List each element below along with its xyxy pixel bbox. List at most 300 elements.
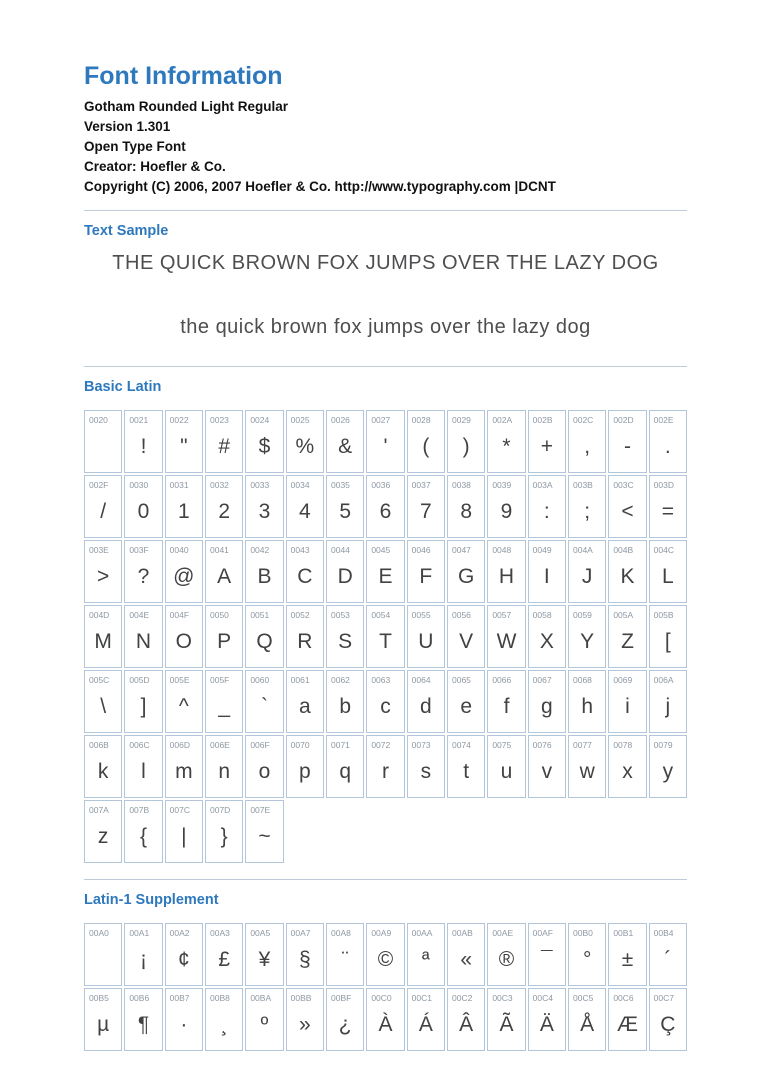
char-glyph: 1 [177, 499, 190, 523]
char-glyph: v [541, 759, 553, 783]
char-code-label: 0028 [411, 415, 431, 425]
font-metadata [84, 97, 687, 197]
char-cell-0057 [487, 605, 525, 668]
char-glyph: Ç [660, 1012, 676, 1036]
char-cell-00A2 [165, 923, 203, 986]
section-divider [84, 879, 687, 880]
char-glyph: @ [173, 564, 195, 588]
char-cell-0077 [568, 735, 606, 798]
char-code-label: 0074 [451, 740, 471, 750]
char-glyph: f [503, 694, 510, 718]
char-cell-0078 [608, 735, 646, 798]
char-code-label: 005F [209, 675, 230, 685]
latin1-supplement-heading: Latin-1 Supplement [84, 892, 219, 908]
char-cell-005A [608, 605, 646, 668]
char-code-label: 0076 [532, 740, 552, 750]
char-code-label: 00C6 [613, 993, 634, 1003]
char-cell-0020 [84, 410, 122, 473]
char-glyph: R [297, 629, 313, 653]
char-glyph: 2 [218, 499, 230, 523]
char-code-label: 005A [613, 610, 634, 620]
char-cell-00C3 [487, 988, 525, 1051]
char-cell-0060 [245, 670, 283, 733]
char-glyph: X [539, 629, 554, 653]
char-glyph: Z [621, 629, 634, 653]
char-code-label: 0054 [371, 610, 391, 620]
char-cell-0079 [649, 735, 687, 798]
char-code-label: 00A7 [290, 928, 311, 938]
char-code-label: 003B [572, 480, 593, 490]
char-code-label: 0034 [290, 480, 310, 490]
char-glyph: , [584, 434, 591, 458]
char-code-label: 0070 [290, 740, 310, 750]
char-glyph: ¨ [341, 947, 349, 971]
char-cell-0063 [366, 670, 404, 733]
char-cell-0034 [286, 475, 324, 538]
char-glyph: & [338, 434, 353, 458]
char-glyph: ` [260, 694, 268, 718]
char-cell-00AE [487, 923, 525, 986]
char-code-label: 00B8 [209, 993, 230, 1003]
char-glyph: n [218, 759, 230, 783]
char-glyph: D [337, 564, 353, 588]
char-code-label: 0077 [572, 740, 592, 750]
char-glyph: Ä [539, 1012, 554, 1036]
char-code-label: 00C5 [572, 993, 594, 1003]
char-code-label: 0025 [290, 415, 310, 425]
char-cell-0040 [165, 540, 203, 603]
char-code-label: 004A [572, 545, 593, 555]
char-code-label: 00A2 [169, 928, 190, 938]
char-glyph: q [339, 759, 351, 783]
char-cell-00B6 [124, 988, 162, 1051]
char-glyph: e [460, 694, 472, 718]
char-code-label: 0041 [209, 545, 229, 555]
char-code-label: 0072 [371, 740, 391, 750]
char-cell-00A7 [286, 923, 324, 986]
char-cell-0046 [407, 540, 445, 603]
char-glyph: x [622, 759, 633, 783]
char-glyph: t [463, 759, 470, 783]
char-glyph: < [621, 499, 634, 523]
char-cell-0062 [326, 670, 364, 733]
char-code-label: 002C [572, 415, 594, 425]
char-glyph: ) [462, 434, 470, 458]
text-sample-heading: Text Sample [84, 223, 169, 239]
char-cell-0036 [366, 475, 404, 538]
char-code-label: 0046 [411, 545, 431, 555]
char-cell-0031 [165, 475, 203, 538]
char-code-label: 00AE [492, 928, 514, 938]
char-code-label: 0059 [572, 610, 592, 620]
char-glyph: g [540, 694, 553, 718]
char-code-label: 00AB [451, 928, 473, 938]
char-glyph: £ [218, 947, 230, 971]
char-glyph: S [338, 629, 353, 653]
char-glyph: Y [580, 629, 595, 653]
char-code-label: 0029 [451, 415, 471, 425]
char-code-label: 0066 [492, 675, 512, 685]
char-code-label: 00B7 [169, 993, 190, 1003]
font-copyright: Copyright (C) 2006, 2007 Hoefler & Co. http://www.typography.com |DCNT [84, 179, 556, 194]
char-glyph: 7 [419, 499, 432, 523]
char-glyph: k [97, 759, 109, 783]
char-glyph: { [139, 824, 147, 848]
char-glyph: A [217, 564, 232, 588]
char-glyph: Â [459, 1012, 474, 1036]
char-code-label: 002A [492, 415, 513, 425]
char-code-label: 004D [89, 610, 110, 620]
char-code-label: 0050 [209, 610, 229, 620]
char-glyph: H [498, 564, 515, 588]
char-cell-002B [528, 410, 566, 473]
char-cell-004A [568, 540, 606, 603]
char-code-label: 0021 [129, 415, 149, 425]
char-cell-0071 [326, 735, 364, 798]
char-glyph: º [260, 1012, 269, 1036]
char-glyph: + [540, 434, 553, 458]
char-cell-00BB [286, 988, 324, 1051]
char-glyph: $ [258, 434, 271, 458]
char-cell-0075 [487, 735, 525, 798]
char-cell-0028 [407, 410, 445, 473]
char-glyph: · [180, 1012, 188, 1036]
char-cell-00C2 [447, 988, 485, 1051]
char-glyph: } [220, 824, 228, 848]
char-code-label: 00C1 [411, 993, 432, 1003]
char-glyph: \ [100, 694, 107, 718]
section-divider [84, 366, 687, 367]
basic-latin-heading: Basic Latin [84, 379, 162, 395]
char-glyph: J [581, 564, 593, 588]
char-glyph: ; [584, 499, 591, 523]
font-creator: Creator: Hoefler & Co. [84, 159, 226, 174]
char-code-label: 00A3 [209, 928, 230, 938]
char-code-label: 0056 [451, 610, 471, 620]
char-glyph: ¢ [177, 947, 190, 971]
char-cell-002E [649, 410, 687, 473]
char-glyph: N [135, 629, 152, 653]
char-glyph: ¥ [258, 947, 271, 971]
char-code-label: 0023 [209, 415, 229, 425]
char-cell-0059 [568, 605, 606, 668]
sample-text-uppercase: THE QUICK BROWN FOX JUMPS OVER THE LAZY DOG [112, 252, 659, 274]
char-cell-0043 [286, 540, 324, 603]
char-cell-0041 [205, 540, 243, 603]
char-cell-004F [165, 605, 203, 668]
char-cell-003B [568, 475, 606, 538]
char-code-label: 005D [129, 675, 150, 685]
char-cell-0056 [447, 605, 485, 668]
char-cell-00B5 [84, 988, 122, 1051]
char-cell-00C0 [366, 988, 404, 1051]
char-glyph: b [339, 694, 351, 718]
char-glyph: = [661, 499, 674, 523]
char-cell-0033 [245, 475, 283, 538]
page-content [84, 0, 687, 1051]
char-code-label: 002D [613, 415, 634, 425]
char-code-label: 0071 [330, 740, 350, 750]
char-glyph: 3 [258, 499, 271, 523]
char-glyph: Q [256, 629, 273, 653]
char-cell-0076 [528, 735, 566, 798]
char-code-label: 00BF [330, 993, 352, 1003]
char-code-label: 003D [653, 480, 674, 490]
char-cell-005E [165, 670, 203, 733]
char-code-label: 00AA [411, 928, 433, 938]
char-cell-0052 [286, 605, 324, 668]
char-glyph: ? [137, 564, 150, 588]
char-code-label: 0051 [250, 610, 270, 620]
char-glyph: h [581, 694, 593, 718]
char-code-label: 0027 [371, 415, 391, 425]
char-cell-0051 [245, 605, 283, 668]
char-code-label: 00A1 [129, 928, 150, 938]
char-cell-00A0 [84, 923, 122, 986]
char-code-label: 0064 [411, 675, 431, 685]
char-cell-00B0 [568, 923, 606, 986]
char-glyph: a [298, 694, 311, 718]
char-cell-003E [84, 540, 122, 603]
char-code-label: 0058 [532, 610, 552, 620]
char-glyph: o [258, 759, 271, 783]
char-glyph: µ [97, 1012, 110, 1036]
char-code-label: 003E [89, 545, 109, 555]
char-code-label: 00C0 [371, 993, 392, 1003]
font-type: Open Type Font [84, 139, 186, 154]
char-glyph: [ [664, 629, 671, 653]
char-code-label: 0075 [492, 740, 512, 750]
char-cell-0061 [286, 670, 324, 733]
char-cell-005F [205, 670, 243, 733]
char-cell-00B4 [649, 923, 687, 986]
char-cell-0068 [568, 670, 606, 733]
char-cell-0066 [487, 670, 525, 733]
char-cell-0064 [407, 670, 445, 733]
char-cell-0065 [447, 670, 485, 733]
char-code-label: 004F [169, 610, 190, 620]
char-code-label: 005C [89, 675, 110, 685]
char-cell-0072 [366, 735, 404, 798]
char-code-label: 003F [129, 545, 149, 555]
char-cell-0030 [124, 475, 162, 538]
char-cell-0026 [326, 410, 364, 473]
char-glyph: T [379, 629, 392, 653]
char-glyph: Á [418, 1012, 433, 1036]
char-glyph: W [496, 629, 517, 653]
char-glyph: # [218, 434, 230, 458]
char-cell-0058 [528, 605, 566, 668]
char-cell-006F [245, 735, 283, 798]
char-glyph: u [500, 759, 513, 783]
char-code-label: 0020 [89, 415, 108, 425]
char-cell-00A5 [245, 923, 283, 986]
char-glyph: 6 [379, 499, 392, 523]
char-glyph: / [100, 499, 107, 523]
char-cell-0070 [286, 735, 324, 798]
char-glyph: d [419, 694, 432, 718]
char-glyph: : [543, 499, 550, 523]
char-cell-00C7 [649, 988, 687, 1051]
char-cell-00AB [447, 923, 485, 986]
char-glyph: ª [421, 947, 430, 971]
char-cell-0053 [326, 605, 364, 668]
char-code-label: 0042 [250, 545, 270, 555]
char-glyph: 4 [298, 499, 311, 523]
char-glyph: P [217, 629, 232, 653]
char-code-label: 0052 [290, 610, 310, 620]
char-code-label: 0035 [330, 480, 350, 490]
char-glyph: > [97, 564, 110, 588]
font-version: Version 1.301 [84, 119, 171, 134]
char-cell-003A [528, 475, 566, 538]
char-cell-003D [649, 475, 687, 538]
char-glyph: L [661, 564, 674, 588]
char-code-label: 007C [169, 805, 190, 815]
char-cell-0042 [245, 540, 283, 603]
char-code-label: 00A9 [371, 928, 392, 938]
char-cell-00C5 [568, 988, 606, 1051]
char-code-label: 004B [613, 545, 634, 555]
char-code-label: 0049 [532, 545, 552, 555]
char-code-label: 00BA [250, 993, 272, 1003]
char-glyph: _ [218, 694, 230, 718]
char-glyph: ° [582, 947, 592, 971]
char-cell-0054 [366, 605, 404, 668]
char-glyph: i [625, 694, 630, 718]
char-cell-0035 [326, 475, 364, 538]
char-cell-00C6 [608, 988, 646, 1051]
char-glyph: 8 [460, 499, 472, 523]
char-glyph: À [378, 1012, 393, 1036]
char-glyph: ¶ [137, 1012, 150, 1036]
char-cell-00C4 [528, 988, 566, 1051]
char-cell-0069 [608, 670, 646, 733]
char-cell-0032 [205, 475, 243, 538]
char-code-label: 00C3 [492, 993, 513, 1003]
char-glyph: p [298, 759, 311, 783]
char-cell-006A [649, 670, 687, 733]
char-code-label: 00B4 [653, 928, 674, 938]
char-code-label: 0073 [411, 740, 431, 750]
char-glyph: M [94, 629, 112, 653]
char-cell-004C [649, 540, 687, 603]
char-cell-007D [205, 800, 243, 863]
char-glyph: U [418, 629, 434, 653]
char-code-label: 0069 [613, 675, 633, 685]
char-code-label: 00AF [532, 928, 553, 938]
char-code-label: 006D [169, 740, 190, 750]
char-cell-004B [608, 540, 646, 603]
char-glyph [85, 425, 121, 472]
char-code-label: 00C2 [451, 993, 473, 1003]
char-glyph: I [543, 564, 550, 588]
char-code-label: 0043 [290, 545, 310, 555]
char-glyph [85, 938, 121, 985]
char-cell-004D [84, 605, 122, 668]
sample-text-lowercase: the quick brown fox jumps over the lazy dog [180, 316, 591, 338]
char-code-label: 005E [169, 675, 190, 685]
char-code-label: 006B [89, 740, 109, 750]
char-cell-0047 [447, 540, 485, 603]
char-code-label: 007A [89, 805, 109, 815]
char-glyph: ¿ [338, 1012, 352, 1036]
char-cell-003F [124, 540, 162, 603]
char-code-label: 0053 [330, 610, 350, 620]
char-cell-0023 [205, 410, 243, 473]
char-glyph: « [460, 947, 472, 971]
char-code-label: 006F [250, 740, 270, 750]
char-cell-0024 [245, 410, 283, 473]
basic-latin-grid [84, 410, 687, 863]
char-glyph: j [665, 694, 671, 718]
char-code-label: 007E [250, 805, 271, 815]
char-code-label: 0065 [451, 675, 471, 685]
char-cell-00BA [245, 988, 283, 1051]
char-glyph: y [662, 759, 674, 783]
char-cell-0029 [447, 410, 485, 473]
char-glyph: Ã [499, 1012, 514, 1036]
char-cell-0037 [407, 475, 445, 538]
char-code-label: 0078 [613, 740, 633, 750]
char-glyph: § [298, 947, 311, 971]
char-cell-00A1 [124, 923, 162, 986]
char-cell-00B7 [165, 988, 203, 1051]
char-code-label: 0031 [169, 480, 189, 490]
char-glyph: l [141, 759, 146, 783]
char-cell-00AF [528, 923, 566, 986]
char-code-label: 00B1 [613, 928, 634, 938]
char-glyph: % [295, 434, 315, 458]
char-code-label: 004E [129, 610, 150, 620]
char-glyph: 0 [137, 499, 150, 523]
char-glyph: " [180, 434, 188, 458]
char-code-label: 0068 [572, 675, 592, 685]
char-code-label: 006E [209, 740, 230, 750]
char-glyph: s [420, 759, 432, 783]
char-code-label: 0055 [411, 610, 431, 620]
char-code-label: 0045 [371, 545, 391, 555]
section-divider [84, 210, 687, 211]
char-cell-0022 [165, 410, 203, 473]
char-cell-0055 [407, 605, 445, 668]
char-cell-00AA [407, 923, 445, 986]
char-glyph: 5 [339, 499, 351, 523]
char-cell-002D [608, 410, 646, 473]
char-cell-004E [124, 605, 162, 668]
char-code-label: 0062 [330, 675, 350, 685]
char-glyph: E [378, 564, 393, 588]
char-glyph: G [457, 564, 475, 588]
char-code-label: 0048 [492, 545, 512, 555]
font-name: Gotham Rounded Light Regular [84, 99, 288, 114]
char-cell-005B [649, 605, 687, 668]
char-code-label: 0040 [169, 545, 189, 555]
char-glyph: c [380, 694, 391, 718]
char-glyph: C [297, 564, 313, 588]
char-cell-0073 [407, 735, 445, 798]
char-code-label: 00B0 [572, 928, 593, 938]
char-code-label: 002E [653, 415, 674, 425]
char-code-label: 003C [613, 480, 634, 490]
char-glyph: r [381, 759, 389, 783]
char-glyph: ¸ [220, 1012, 228, 1036]
char-cell-00BF [326, 988, 364, 1051]
char-cell-0045 [366, 540, 404, 603]
char-glyph: O [175, 629, 192, 653]
char-glyph: - [623, 434, 631, 458]
char-code-label: 00B6 [129, 993, 150, 1003]
